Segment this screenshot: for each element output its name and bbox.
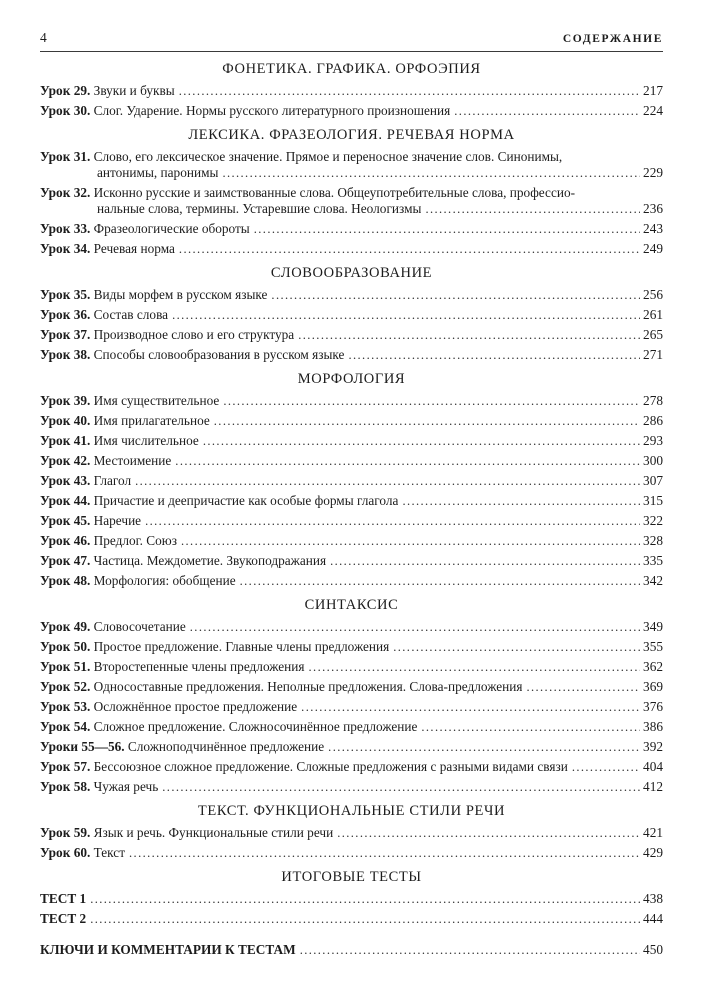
entry-last-line: [40, 679, 663, 695]
toc-section: [40, 60, 663, 119]
entry-title: Глагол: [90, 473, 132, 488]
entry-label: Урок 42.: [40, 453, 91, 468]
toc-entry: [40, 347, 663, 363]
entry-title: Язык и речь. Функциональные стили речи: [90, 825, 334, 840]
entry-page: 392: [643, 739, 663, 754]
dots-leader: [271, 287, 640, 303]
entry-label: Урок 34.: [40, 241, 91, 256]
toc-entry: [40, 241, 663, 257]
toc-entry: [40, 493, 663, 509]
toc-section: [40, 942, 663, 958]
entry-last-line: [40, 327, 663, 343]
entry-last-line: [40, 739, 663, 755]
section-heading: ЛЕКСИКА. ФРАЗЕОЛОГИЯ. РЕЧЕВАЯ НОРМА: [188, 127, 515, 143]
entry-page: 349: [643, 619, 663, 634]
entry-last-line: [40, 699, 663, 715]
entry-title: Причастие и деепричастие как особые формы глагола: [90, 493, 399, 508]
toc-entry: [40, 699, 663, 715]
dots-leader: [301, 699, 640, 715]
entry-label: Урок 30.: [40, 103, 91, 118]
entry-last-line: [40, 307, 663, 323]
section-heading: ФОНЕТИКА. ГРАФИКА. ОРФОЭПИЯ: [222, 61, 481, 77]
entry-title: Бессоюзное сложное предложение. Сложные предложения с разными видами связи: [90, 759, 568, 774]
entry-last-line: [40, 825, 663, 841]
toc-entry: [40, 473, 663, 489]
entry-label: Урок 47.: [40, 553, 91, 568]
entry-page: 386: [643, 719, 663, 734]
dots-leader: [129, 845, 640, 861]
entry-page: 444: [643, 911, 663, 926]
entry-label: Урок 32.: [40, 185, 91, 200]
entry-last-line: [40, 911, 663, 927]
entry-label: Урок 49.: [40, 619, 91, 634]
page-header: [40, 30, 663, 51]
entry-label: Урок 40.: [40, 413, 91, 428]
entry-page: 421: [643, 825, 663, 840]
entry-page: 256: [643, 287, 663, 302]
entry-title: нальные слова, термины. Устаревшие слова. Неологизмы: [97, 201, 422, 216]
entry-page: 376: [643, 699, 663, 714]
entry-title: Текст: [90, 845, 126, 860]
toc-entry: [40, 779, 663, 795]
toc-entry: [40, 573, 663, 589]
dots-leader: [309, 659, 641, 675]
entry-label: Урок 54.: [40, 719, 91, 734]
running-title: СОДЕРЖАНИЕ: [562, 33, 663, 45]
entry-page: 438: [643, 891, 663, 906]
entry-title: Речевая норма: [90, 241, 175, 256]
entry-label: Урок 60.: [40, 845, 91, 860]
toc-entry: [40, 639, 663, 655]
entry-label: Урок 41.: [40, 433, 91, 448]
entry-page: 429: [643, 845, 663, 860]
entry-last-line: [40, 221, 663, 237]
entry-title: Имя числительное: [90, 433, 199, 448]
entry-page: 322: [643, 513, 663, 528]
entry-page: 315: [643, 493, 663, 508]
entry-title: Осложнённое простое предложение: [90, 699, 298, 714]
entry-title: Способы словообразования в русском языке: [90, 347, 345, 362]
toc-entry: [40, 942, 663, 958]
entry-title: антонимы, паронимы: [97, 165, 219, 180]
entry-label: Урок 44.: [40, 493, 91, 508]
toc-entry: [40, 327, 663, 343]
toc-section: [40, 264, 663, 363]
entry-last-line: [40, 759, 663, 775]
dots-leader: [421, 719, 640, 735]
dots-leader: [454, 103, 640, 119]
entry-label: Урок 36.: [40, 307, 91, 322]
toc-entry: [40, 149, 663, 181]
entry-last-line: [40, 493, 663, 509]
toc-entry: [40, 103, 663, 119]
dots-leader: [90, 911, 640, 927]
entry-label: Урок 29.: [40, 83, 91, 98]
dots-leader: [402, 493, 640, 509]
entry-title: Наречие: [90, 513, 142, 528]
entry-last-line: [40, 942, 663, 958]
entry-title: Фразеологические обороты: [90, 221, 250, 236]
toc-section: [40, 370, 663, 589]
entry-page: 229: [643, 165, 663, 180]
entry-page: 335: [643, 553, 663, 568]
entry-label: Урок 39.: [40, 393, 91, 408]
entry-label: Урок 35.: [40, 287, 91, 302]
entry-label: Урок 51.: [40, 659, 91, 674]
entry-page: 362: [643, 659, 663, 674]
toc-entry: [40, 911, 663, 927]
dots-leader: [135, 473, 640, 489]
entry-last-line: [40, 573, 663, 589]
toc-entry: [40, 553, 663, 569]
toc-entry: [40, 619, 663, 635]
toc-sections: [40, 60, 663, 958]
entry-page: 404: [643, 759, 663, 774]
entry-title: Виды морфем в русском языке: [90, 287, 268, 302]
entry-page: 450: [643, 942, 663, 957]
entry-label: Урок 50.: [40, 639, 91, 654]
dots-leader: [203, 433, 640, 449]
toc-entry: [40, 185, 663, 217]
entry-page: 217: [643, 83, 663, 98]
entry-label: ТЕСТ 2: [40, 911, 87, 926]
entry-last-line: [40, 513, 663, 529]
entry-last-line: [40, 165, 663, 181]
entry-last-line: [40, 533, 663, 549]
toc-section: [40, 596, 663, 795]
toc-entry: [40, 453, 663, 469]
entry-label: Урок 38.: [40, 347, 91, 362]
entry-label: Урок 33.: [40, 221, 91, 236]
entry-label: Урок 46.: [40, 533, 91, 548]
dots-leader: [526, 679, 640, 695]
entry-title: Второстепенные члены предложения: [90, 659, 305, 674]
entry-label: Урок 59.: [40, 825, 91, 840]
entry-title: Имя существительное: [90, 393, 220, 408]
dots-leader: [214, 413, 640, 429]
entry-page: 355: [643, 639, 663, 654]
entry-title: Морфология: обобщение: [90, 573, 236, 588]
dots-leader: [328, 739, 640, 755]
entry-title: Сложное предложение. Сложносочинённое предложение: [90, 719, 418, 734]
entry-last-line: [40, 241, 663, 257]
entry-label: КЛЮЧИ И КОММЕНТАРИИ К ТЕСТАМ: [40, 942, 296, 957]
dots-leader: [181, 533, 640, 549]
entry-last-line: [40, 845, 663, 861]
toc-entry: [40, 413, 663, 429]
entry-last-line: [40, 413, 663, 429]
entry-label: Урок 43.: [40, 473, 91, 488]
entry-page: 300: [643, 453, 663, 468]
toc-entry: [40, 759, 663, 775]
entry-title: Предлог. Союз: [90, 533, 177, 548]
entry-title: Звуки и буквы: [90, 83, 175, 98]
entry-page: 328: [643, 533, 663, 548]
toc-entry: [40, 845, 663, 861]
entry-last-line: [40, 201, 663, 217]
entry-page: 342: [643, 573, 663, 588]
entry-last-line: [40, 453, 663, 469]
entry-label: Уроки 55—56.: [40, 739, 125, 754]
entry-text-line: Урок 31. Слово, его лексическое значение. Прямое и переносное значение слов. Синонимы,: [40, 149, 563, 164]
dots-leader: [393, 639, 640, 655]
toc-entry: [40, 533, 663, 549]
entry-page: 369: [643, 679, 663, 694]
entry-title: Состав слова: [90, 307, 169, 322]
entry-title: Простое предложение. Главные члены предложения: [90, 639, 390, 654]
entry-page: 286: [643, 413, 663, 428]
dots-leader: [298, 327, 640, 343]
entry-label: Урок 53.: [40, 699, 91, 714]
section-heading: ТЕКСТ. ФУНКЦИОНАЛЬНЫЕ СТИЛИ РЕЧИ: [197, 803, 506, 819]
entry-label: Урок 31.: [40, 149, 91, 164]
dots-leader: [425, 201, 640, 217]
dots-leader: [223, 393, 640, 409]
entry-last-line: [40, 779, 663, 795]
header-rule: [40, 51, 663, 52]
entry-page: 265: [643, 327, 663, 342]
page-number: 4: [40, 30, 47, 45]
entry-title: Чужая речь: [90, 779, 159, 794]
toc-entry: [40, 393, 663, 409]
toc-entry: [40, 719, 663, 735]
entry-label: Урок 37.: [40, 327, 91, 342]
entry-title: Местоимение: [90, 453, 172, 468]
entry-label: Урок 52.: [40, 679, 91, 694]
entry-last-line: [40, 393, 663, 409]
toc-section: [40, 802, 663, 861]
entry-last-line: [40, 287, 663, 303]
toc-entry: [40, 739, 663, 755]
entry-page: 271: [643, 347, 663, 362]
toc-entry: [40, 83, 663, 99]
entry-page: 412: [643, 779, 663, 794]
entry-page: 278: [643, 393, 663, 408]
dots-leader: [145, 513, 640, 529]
dots-leader: [179, 241, 640, 257]
entry-last-line: [40, 639, 663, 655]
dots-leader: [175, 453, 640, 469]
section-heading: ИТОГОВЫЕ ТЕСТЫ: [281, 869, 422, 885]
entry-label: Урок 45.: [40, 513, 91, 528]
entry-page: 236: [643, 201, 663, 216]
entry-page: 261: [643, 307, 663, 322]
dots-leader: [337, 825, 640, 841]
entry-page: 249: [643, 241, 663, 256]
entry-last-line: [40, 473, 663, 489]
entry-label: Урок 58.: [40, 779, 91, 794]
entry-last-line: [40, 619, 663, 635]
toc-entry: [40, 891, 663, 907]
entry-title: Слог. Ударение. Нормы русского литературного произношения: [90, 103, 451, 118]
entry-last-line: [40, 719, 663, 735]
dots-leader: [222, 165, 640, 181]
entry-page: 243: [643, 221, 663, 236]
section-heading: СЛОВООБРАЗОВАНИЕ: [270, 265, 433, 281]
dots-leader: [330, 553, 640, 569]
entry-last-line: [40, 347, 663, 363]
dots-leader: [254, 221, 640, 237]
dots-leader: [90, 891, 640, 907]
dots-leader: [172, 307, 640, 323]
entry-title: Имя прилагательное: [90, 413, 210, 428]
dots-leader: [240, 573, 640, 589]
toc-section: [40, 126, 663, 257]
toc-entry: [40, 307, 663, 323]
toc-entry: [40, 679, 663, 695]
dots-leader: [190, 619, 640, 635]
dots-leader: [179, 83, 640, 99]
entry-last-line: [40, 659, 663, 675]
entry-title: Частица. Междометие. Звукоподражания: [90, 553, 327, 568]
toc-entry: [40, 433, 663, 449]
entry-label: ТЕСТ 1: [40, 891, 87, 906]
entry-title: Сложноподчинённое предложение: [124, 739, 325, 754]
entry-page: 224: [643, 103, 663, 118]
toc-entry: [40, 287, 663, 303]
entry-last-line: [40, 83, 663, 99]
entry-page: 293: [643, 433, 663, 448]
entry-label: Урок 48.: [40, 573, 91, 588]
entry-last-line: [40, 103, 663, 119]
entry-title: Производное слово и его структура: [90, 327, 295, 342]
dots-leader: [348, 347, 640, 363]
dots-leader: [300, 942, 640, 958]
entry-title: Словосочетание: [90, 619, 186, 634]
toc-section: [40, 868, 663, 927]
section-heading: СИНТАКСИС: [304, 597, 399, 613]
toc-entry: [40, 221, 663, 237]
entry-last-line: [40, 433, 663, 449]
entry-title: Односоставные предложения. Неполные предложения. Слова-предложения: [90, 679, 523, 694]
dots-leader: [572, 759, 640, 775]
entry-last-line: [40, 891, 663, 907]
dots-leader: [162, 779, 640, 795]
section-heading: МОРФОЛОГИЯ: [297, 371, 406, 387]
toc-entry: [40, 659, 663, 675]
entry-page: 307: [643, 473, 663, 488]
toc-entry: [40, 825, 663, 841]
entry-label: Урок 57.: [40, 759, 91, 774]
toc-entry: [40, 513, 663, 529]
entry-last-line: [40, 553, 663, 569]
entry-text-line: Урок 32. Исконно русские и заимствованные слова. Общеупотребительные слова, профессио-: [40, 185, 576, 200]
